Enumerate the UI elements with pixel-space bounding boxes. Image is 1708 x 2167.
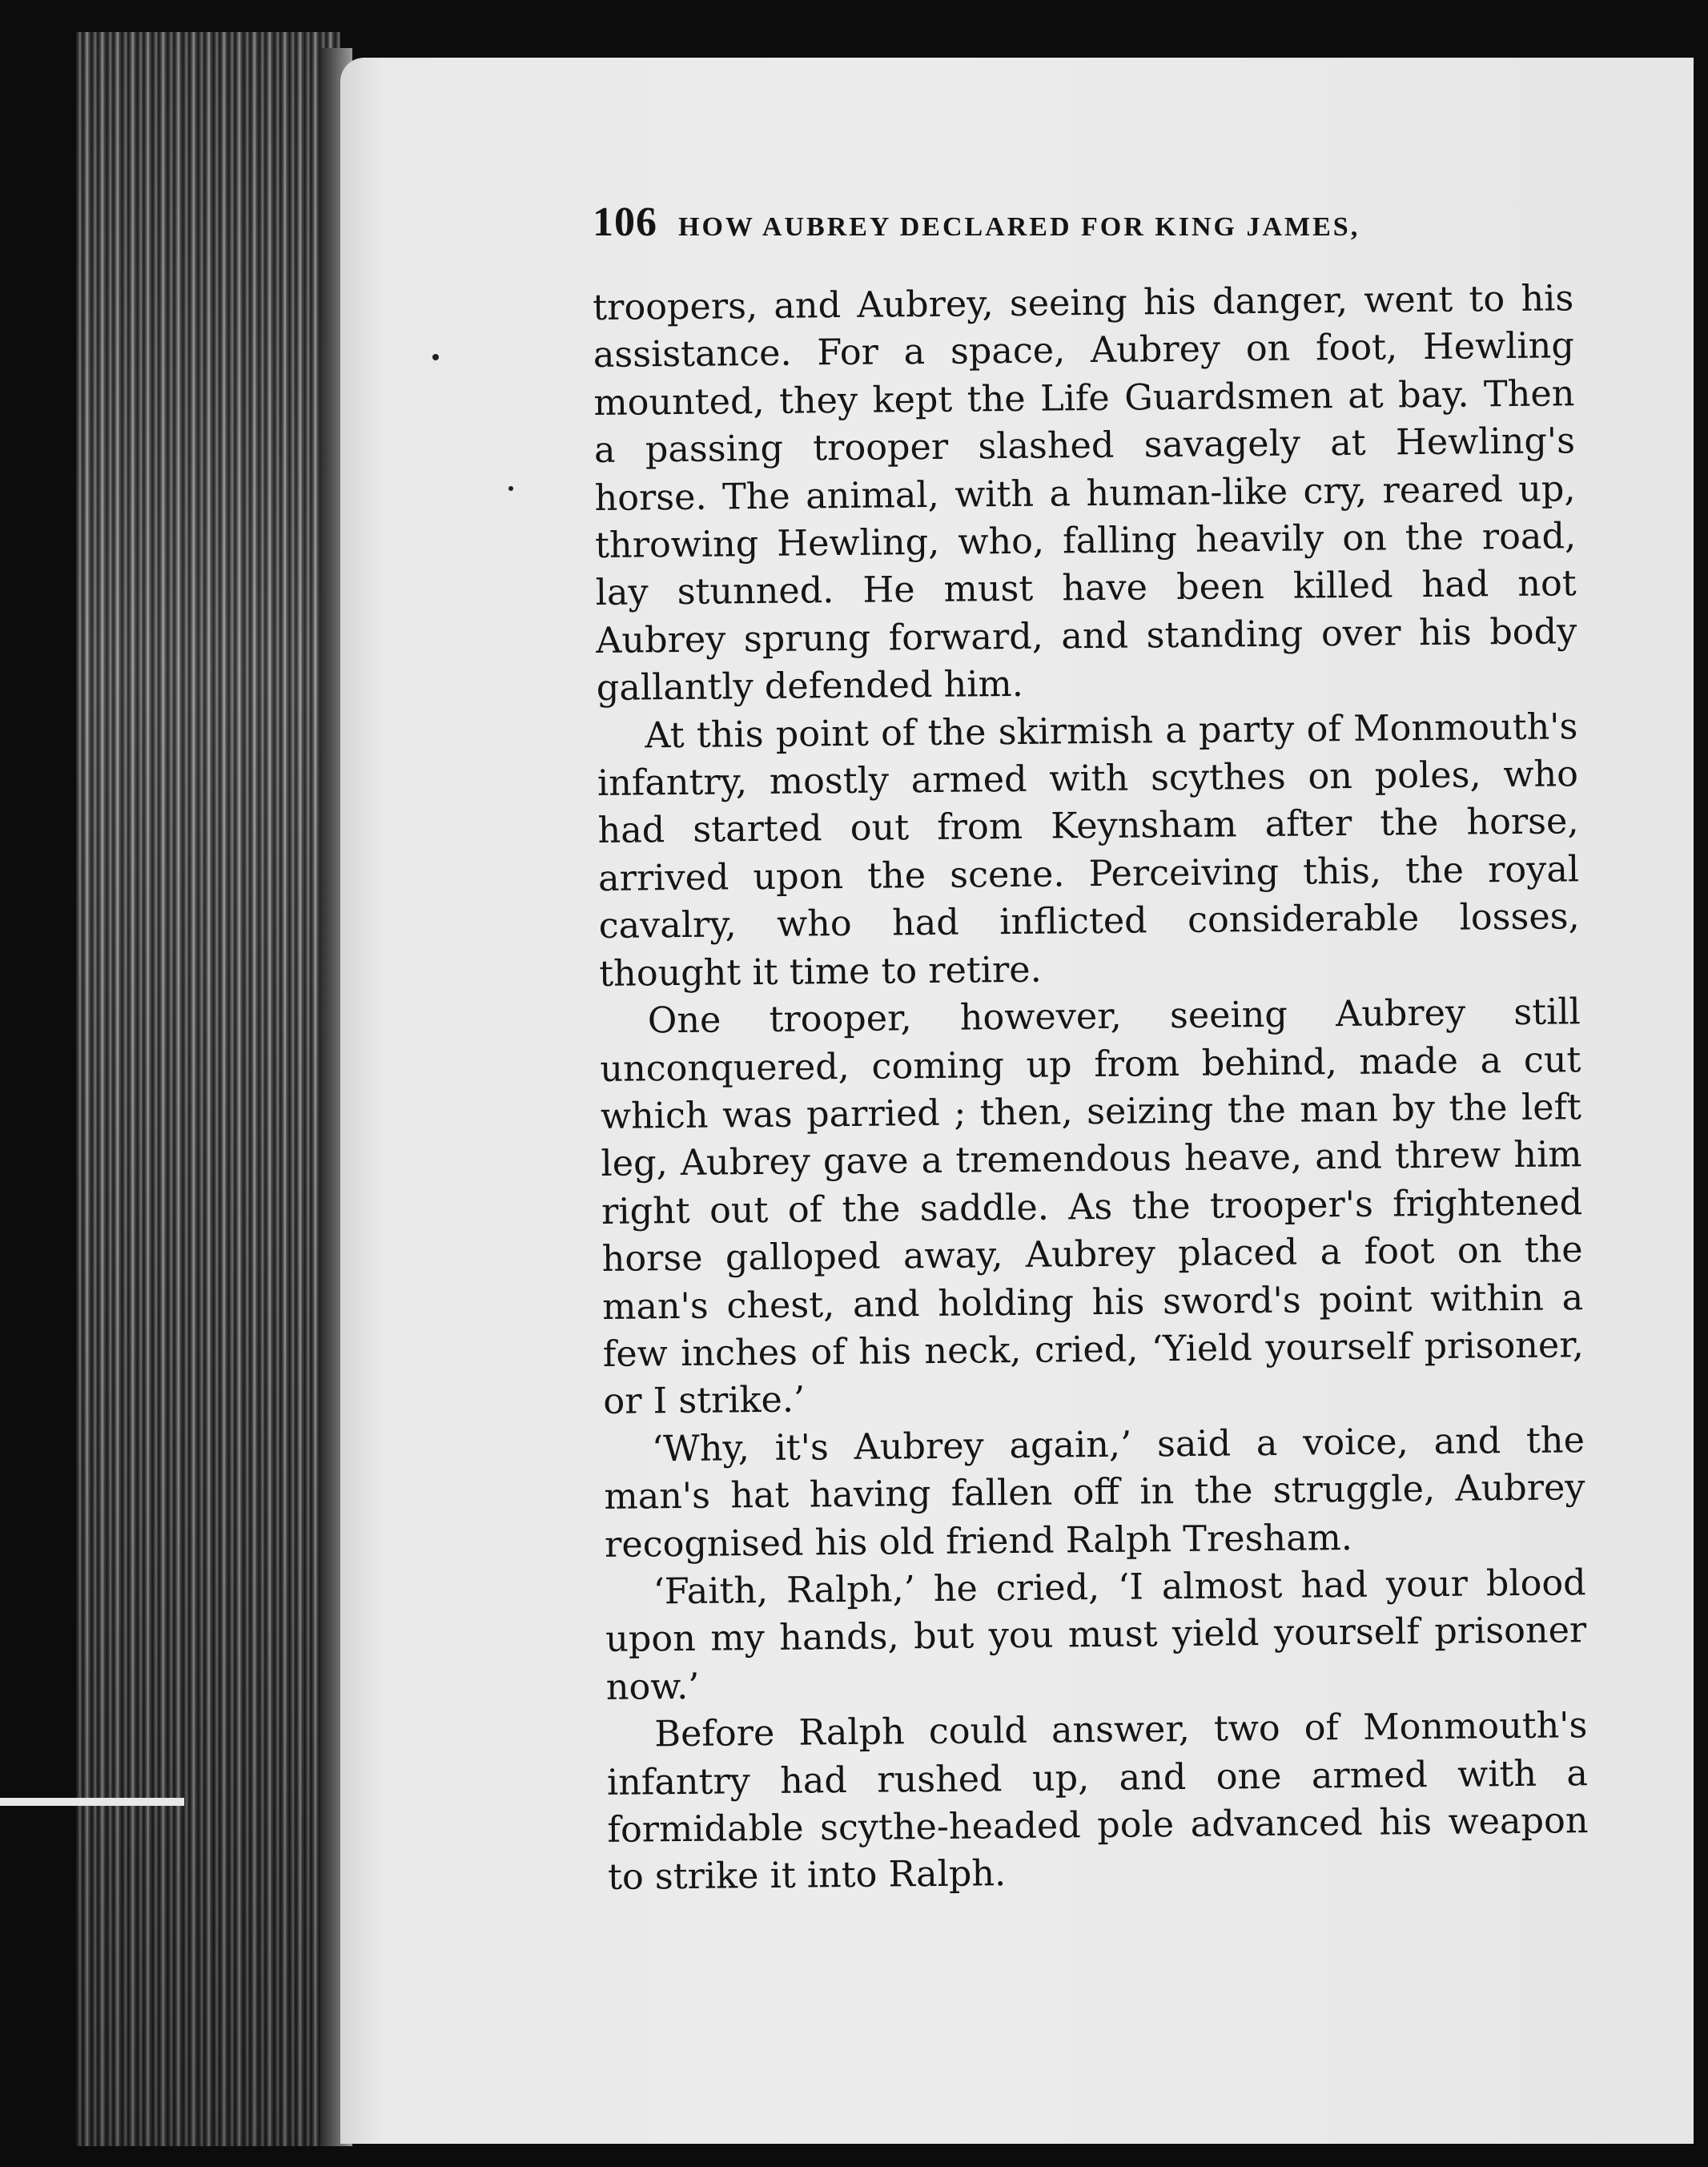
paragraph: Before Ralph could answer, two of Monmouth's infantry had rushed up, and one armed with a formidable scythe-headed pole advanced his weapon to strike it into Ralph. xyxy=(606,1705,1589,1899)
paper-slip xyxy=(0,1798,184,1806)
ink-speck xyxy=(432,354,439,360)
ink-speck xyxy=(508,486,513,491)
paragraph: ‘Faith, Ralph,’ he cried, ‘I almost had your blood upon my hands, but you must yield yourself prisoner now.’ xyxy=(605,1562,1587,1708)
running-header xyxy=(593,199,1465,246)
running-title: HOW AUBREY DECLARED FOR KING JAMES, xyxy=(678,212,1360,242)
body-text xyxy=(593,275,1589,1901)
paragraph: troopers, and Aubrey, seeing his danger, went to his assistance. For a space, Aubrey on foot, Hewling mounted, they kept the Life Guardsmen at bay. Then a passing trooper slashed savagely at Hewling's horse. The animal, with a human-like cry, reared up, throwing Hewling, who, falling heavily on the road, lay stunned. He must have been killed had not Aubrey sprung forward, and standing over his body gallantly defended him. xyxy=(593,278,1577,710)
paragraph: At this point of the skirmish a party of Monmouth's infantry, mostly armed with scythes on poles, who had started out from Keynsham after the horse, arrived upon the scene. Perceiving this, the royal cavalry, who had inflicted considerable losses, thought it time to retire. xyxy=(597,706,1580,995)
page-number: 106 xyxy=(593,199,657,245)
page-edges xyxy=(76,32,340,2146)
paragraph: ‘Why, it's Aubrey again,’ said a voice, and the man's hat having fallen off in the struggle, Aubrey recognised his old friend Ralph Tresham. xyxy=(604,1419,1585,1566)
paragraph: One trooper, however, seeing Aubrey still unconquered, coming up from behind, made a cut which was parried ; then, seizing the man by the left leg, Aubrey gave a tremendous heave, and threw him right out of the saddle. As the trooper's frightened horse galloped away, Aubrey placed a foot on the man's chest, and holding his sword's point within a few inches of his neck, cried, ‘Yield yourself prisoner, or I strike.’ xyxy=(600,991,1585,1423)
